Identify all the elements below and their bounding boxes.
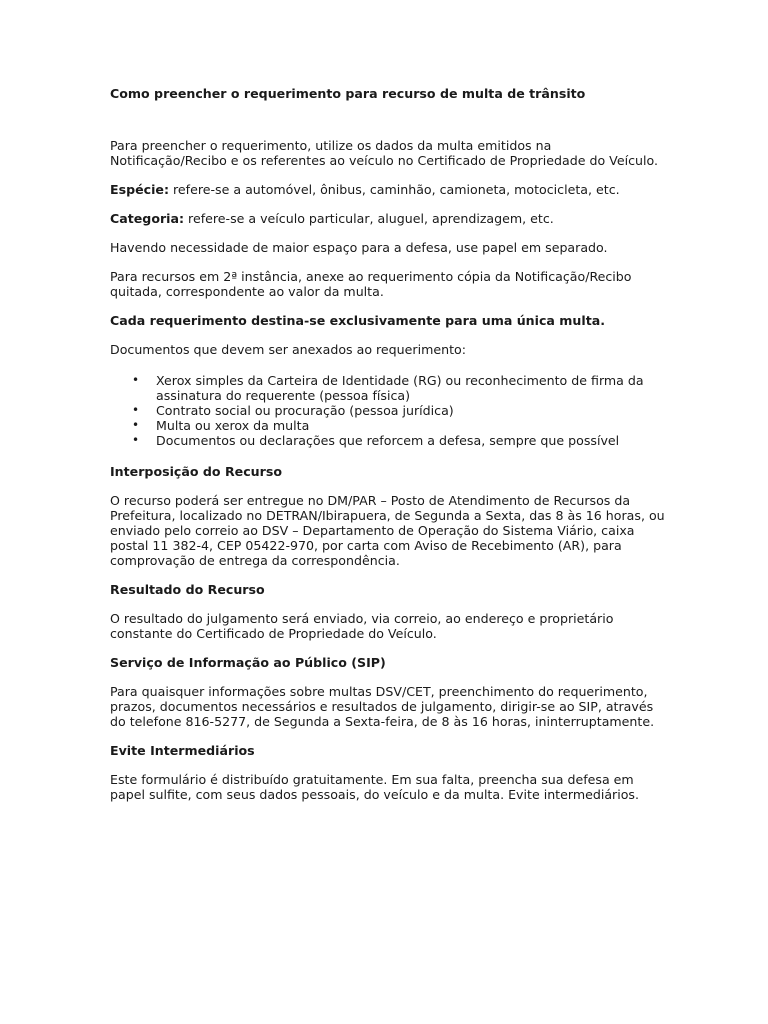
sip-heading: Serviço de Informação ao Público (SIP) — [110, 655, 386, 670]
bullet-icon: • — [132, 433, 140, 447]
list-item-text: Multa ou xerox da multa — [156, 418, 310, 433]
list-item — [132, 373, 670, 403]
categoria-text: refere-se a veículo particular, aluguel, aprendizagem, etc. — [184, 211, 554, 226]
especie-text: refere-se a automóvel, ônibus, caminhão, camioneta, motocicleta, etc. — [169, 182, 620, 197]
list-item — [132, 403, 670, 418]
especie-paragraph — [110, 182, 670, 197]
exclusivo-paragraph: Cada requerimento destina-se exclusivamente para uma única multa. — [110, 313, 606, 328]
list-item — [132, 433, 670, 448]
resultado-heading: Resultado do Recurso — [110, 582, 265, 597]
documentos-list — [110, 373, 670, 448]
document-title: Como preencher o requerimento para recurso de multa de trânsito — [110, 86, 586, 101]
interposicao-heading: Interposição do Recurso — [110, 464, 282, 479]
documentos-intro: Documentos que devem ser anexados ao requerimento: — [110, 342, 466, 357]
bullet-icon: • — [132, 373, 140, 387]
categoria-label: Categoria: — [110, 211, 185, 226]
interposicao-paragraph: O recurso poderá ser entregue no DM/PAR – Posto de Atendimento de Recursos da Prefeitura, localizado no DETRAN/Ibirapuera, de Segunda a Sexta, das 8 às 16 horas, ou enviado pelo correio ao DSV – Departamento de Operação do Sistema Viário, caixa postal 11 382-4, CEP 05422-970, por carta com Aviso de Recebimento (AR), para comprovação de entrega da correspondência. — [110, 493, 665, 568]
espaco-paragraph: Havendo necessidade de maior espaço para a defesa, use papel em separado. — [110, 240, 608, 255]
intro-paragraph: Para preencher o requerimento, utilize os dados da multa emitidos na Notificação/Recibo e os referentes ao veículo no Certificado de Propriedade do Veículo. — [110, 138, 658, 168]
especie-label: Espécie: — [110, 182, 170, 197]
sip-paragraph: Para quaisquer informações sobre multas DSV/CET, preenchimento do requerimento, prazos, documentos necessários e resultados de julgamento, dirigir-se ao SIP, através do telefone 816-5277, de Segunda a Sexta-feira, de 8 às 16 horas, ininterruptamente. — [110, 684, 655, 729]
resultado-paragraph: O resultado do julgamento será enviado, via correio, ao endereço e proprietário constante do Certificado de Propriedade do Veículo. — [110, 611, 614, 641]
segunda-instancia-paragraph: Para recursos em 2ª instância, anexe ao requerimento cópia da Notificação/Recibo quitada, correspondente ao valor da multa. — [110, 269, 632, 299]
list-item-text: Xerox simples da Carteira de Identidade (RG) ou reconhecimento de firma da assinatura do requerente (pessoa física) — [156, 373, 644, 403]
bullet-icon: • — [132, 418, 140, 432]
categoria-paragraph — [110, 211, 670, 226]
intermediarios-heading: Evite Intermediários — [110, 743, 255, 758]
bullet-icon: • — [132, 403, 140, 417]
list-item — [132, 418, 670, 433]
document-body — [110, 86, 670, 816]
intermediarios-paragraph: Este formulário é distribuído gratuitamente. Em sua falta, preencha sua defesa em papel sulfite, com seus dados pessoais, do veículo e da multa. Evite intermediários. — [110, 772, 639, 802]
list-item-text: Contrato social ou procuração (pessoa jurídica) — [156, 403, 454, 418]
list-item-text: Documentos ou declarações que reforcem a defesa, sempre que possível — [156, 433, 620, 448]
